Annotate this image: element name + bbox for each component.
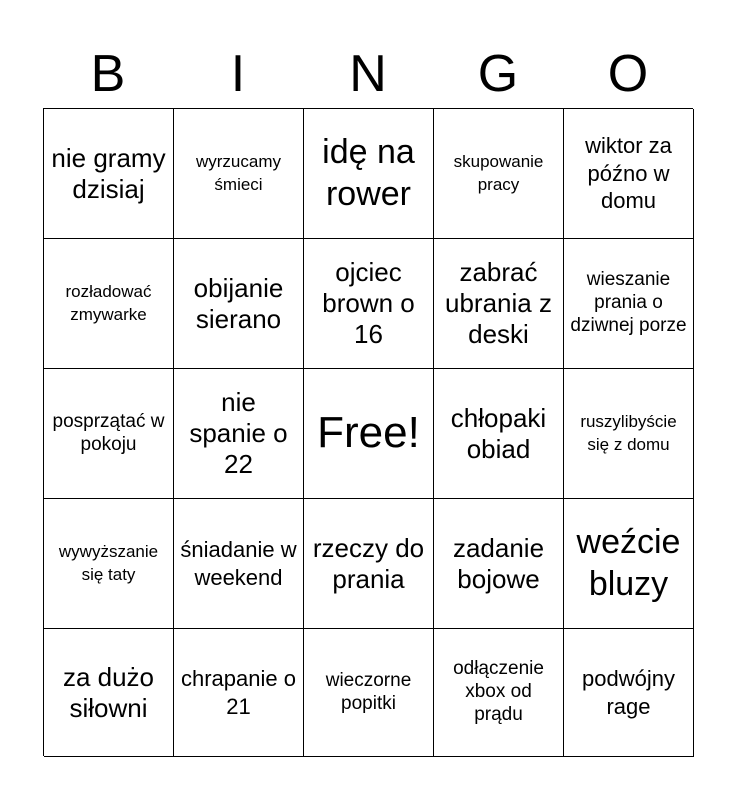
cell-text: chłopaki obiad: [450, 402, 547, 464]
bingo-cell[interactable]: [44, 239, 174, 369]
header-letter-n: N: [349, 45, 387, 103]
cell-text: za dużo siłowni: [62, 661, 155, 723]
bingo-cell[interactable]: [564, 369, 694, 499]
header-letter-b: B: [90, 45, 126, 103]
free-space-text: Free!: [317, 408, 420, 458]
cell-text: nie spanie o 22: [189, 387, 288, 479]
bingo-cell[interactable]: [44, 369, 174, 499]
bingo-cell[interactable]: [174, 369, 304, 499]
bingo-cell[interactable]: [434, 109, 564, 239]
bingo-cell[interactable]: [174, 629, 304, 757]
cell-text: obijanie sierano: [193, 272, 284, 334]
bingo-cell[interactable]: [304, 629, 434, 757]
bingo-cell[interactable]: [44, 499, 174, 629]
header-letter-o: O: [607, 45, 649, 103]
cell-text: wywyższanie się taty: [58, 542, 159, 584]
bingo-cell[interactable]: [174, 109, 304, 239]
bingo-cell[interactable]: [564, 629, 694, 757]
header-letter-i: I: [230, 45, 246, 103]
cell-text: wieszanie prania o dziwnej porze: [570, 269, 687, 336]
header-letter-g: G: [477, 45, 519, 103]
cell-text: weźcie bluzy: [576, 523, 681, 603]
cell-text: odłączenie xbox od prądu: [453, 658, 544, 725]
cell-text: nie gramy dzisiaj: [51, 142, 166, 204]
free-space[interactable]: [304, 369, 434, 499]
bingo-cell[interactable]: [564, 239, 694, 369]
cell-text: wyrzucamy śmieci: [195, 152, 281, 194]
cell-text: podwójny rage: [582, 666, 675, 719]
cell-text: skupowanie pracy: [453, 152, 544, 194]
cell-text: śniadanie w weekend: [180, 537, 297, 590]
bingo-cell[interactable]: [304, 499, 434, 629]
bingo-grid: [43, 108, 693, 756]
bingo-cell[interactable]: [434, 629, 564, 757]
cell-text: ruszylibyście się z domu: [580, 412, 677, 454]
cell-text: wieczorne popitki: [325, 669, 412, 714]
cell-text: rzeczy do prania: [312, 532, 425, 594]
bingo-cell[interactable]: [174, 239, 304, 369]
bingo-cell[interactable]: [434, 239, 564, 369]
bingo-cell[interactable]: [174, 499, 304, 629]
cell-text: zadanie bojowe: [452, 532, 545, 594]
bingo-cell[interactable]: [434, 499, 564, 629]
cell-text: wiktor za późno w domu: [585, 133, 672, 214]
cell-text: chrapanie o 21: [181, 666, 296, 719]
bingo-cell[interactable]: [44, 109, 174, 239]
cell-text: rozładować zmywarke: [65, 282, 152, 324]
bingo-cell[interactable]: [44, 629, 174, 757]
bingo-cell[interactable]: [434, 369, 564, 499]
cell-text: ojciec brown o 16: [322, 257, 415, 349]
bingo-cell[interactable]: [304, 109, 434, 239]
cell-text: posprzątać w pokoju: [52, 410, 165, 455]
bingo-header: [43, 40, 693, 108]
bingo-cell[interactable]: [564, 109, 694, 239]
cell-text: zabrać ubrania z deski: [445, 257, 552, 349]
bingo-cell[interactable]: [564, 499, 694, 629]
cell-text: idę na rower: [322, 133, 415, 213]
bingo-cell[interactable]: [304, 239, 434, 369]
